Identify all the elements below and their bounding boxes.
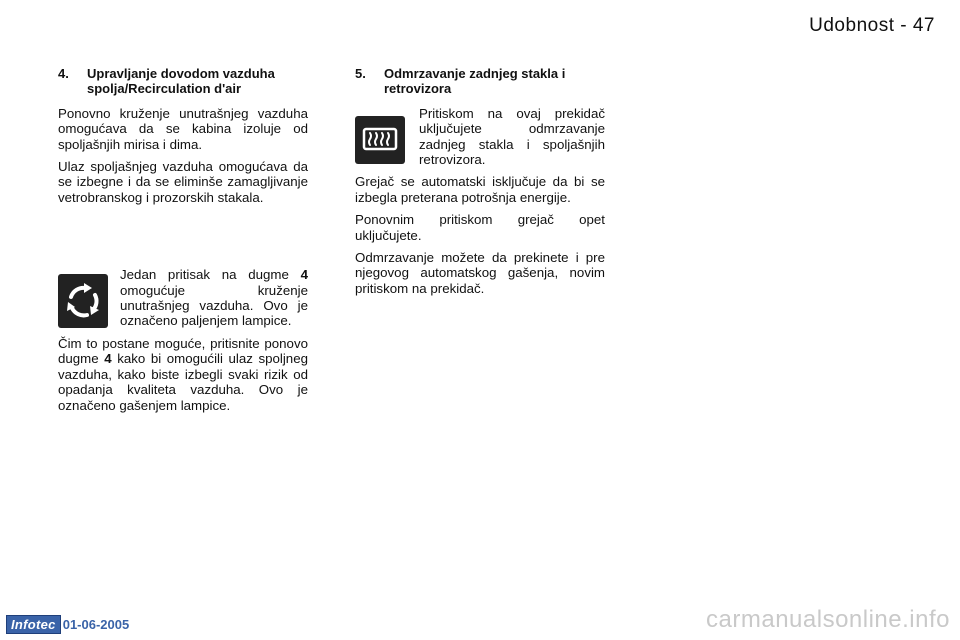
section-4-number: 4. bbox=[58, 66, 69, 81]
right-column bbox=[355, 66, 605, 303]
defrost-description: Pritiskom na ovaj prekidač uključujete odmrzavanje zadnjeg stakla i spoljašnjih retrovizora. bbox=[419, 105, 605, 168]
recirculation-description: Jedan pritisak na dugme 4 omogućuje kruženje unutrašnjeg vazduha. Ovo je označeno paljenjem lampice. bbox=[120, 267, 308, 329]
page-footer bbox=[6, 615, 129, 634]
section-5-title: Odmrzavanje zadnjeg stakla i retrovizora bbox=[384, 66, 566, 97]
section-5-number: 5. bbox=[355, 66, 366, 81]
left-column bbox=[58, 66, 308, 420]
section-5-para-3: Odmrzavanje možete da prekinete i pre njegovog automatskog gašenja, novim pritiskom na prekidač. bbox=[355, 250, 605, 296]
section-4-title: Upravljanje dovodom vazduha spolja/Recirculation d'air bbox=[87, 66, 275, 97]
page-header: Udobnost - 47 bbox=[809, 15, 935, 36]
section-4-heading bbox=[58, 66, 308, 97]
section-4-para-2: Ulaz spoljašnjeg vazduha omogućava da se izbegne i da se eliminše zamagljivanje vetrobranskog i prozorskih stakala. bbox=[58, 159, 308, 205]
footer-date: 01-06-2005 bbox=[62, 617, 130, 632]
watermark: carmanualsonline.info bbox=[706, 606, 950, 633]
section-4-para-1: Ponovno kruženje unutrašnjeg vazduha omogućava da se kabina izoluje od spoljašnjih mirisa i dima. bbox=[58, 105, 308, 152]
defrost-row bbox=[355, 106, 605, 175]
recirculation-row bbox=[58, 267, 308, 336]
section-5-heading bbox=[355, 66, 605, 97]
section-5-para-1: Grejač se automatski isključuje da bi se izbegla preterana potrošnja energije. bbox=[355, 174, 605, 205]
air-recirculation-icon bbox=[58, 274, 108, 328]
section-4-para-3: Čim to postane moguće, pritisnite ponovo dugme 4 kako bi omogućili ulaz spoljneg vazduha, kako biste izbegli svaki rizik od opadanja kvaliteta vazduha. Ovo je označeno gašenjem lampice. bbox=[58, 335, 308, 413]
section-5-para-2: Ponovnim pritiskom grejač opet uključujete. bbox=[355, 212, 605, 243]
infotec-logo: Infotec bbox=[6, 615, 61, 634]
rear-defrost-icon bbox=[355, 116, 405, 164]
